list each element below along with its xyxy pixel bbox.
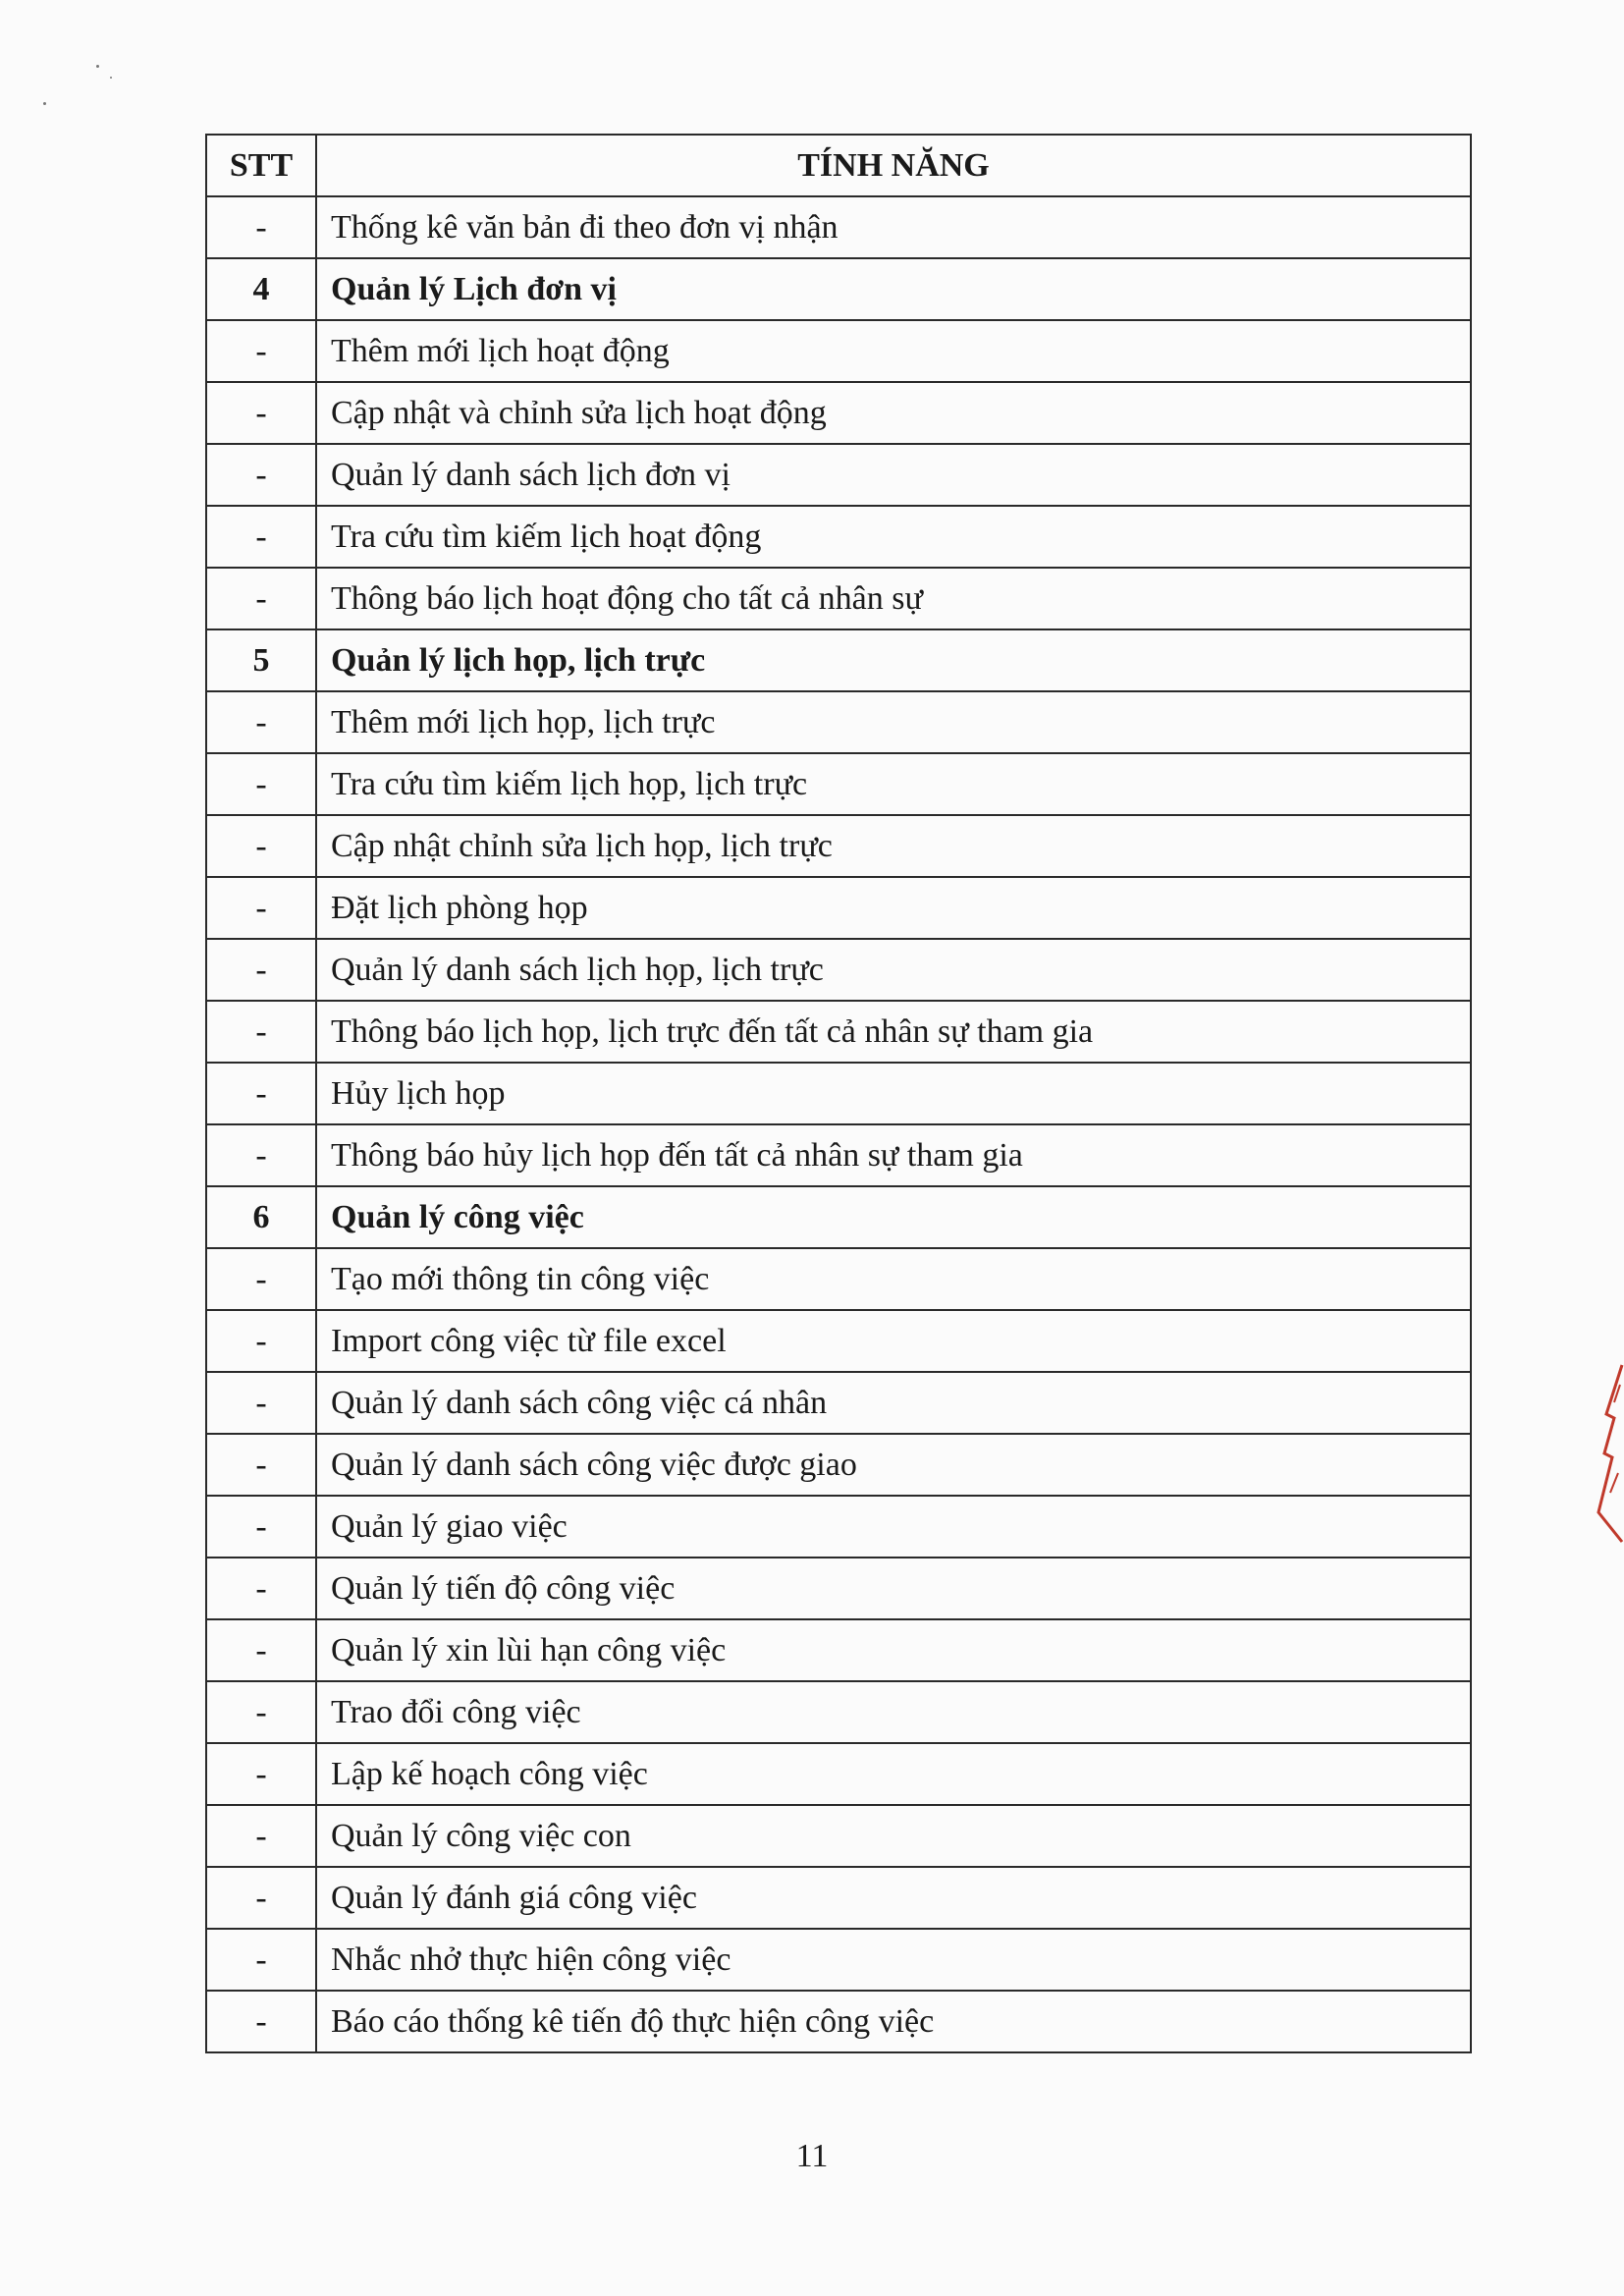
row-feature: Quản lý danh sách lịch đơn vị: [316, 444, 1471, 506]
row-stt: 4: [206, 258, 316, 320]
row-stt: -: [206, 1434, 316, 1496]
scan-speck: [43, 102, 46, 105]
row-stt: -: [206, 320, 316, 382]
row-stt: -: [206, 1805, 316, 1867]
table-section-row: [206, 258, 1471, 320]
row-feature: Cập nhật chỉnh sửa lịch họp, lịch trực: [316, 815, 1471, 877]
table-row: [206, 1124, 1471, 1186]
table-row: [206, 1001, 1471, 1063]
scan-speck: [96, 65, 99, 68]
row-feature: Quản lý danh sách lịch họp, lịch trực: [316, 939, 1471, 1001]
row-stt: -: [206, 1867, 316, 1929]
row-stt: -: [206, 1929, 316, 1991]
red-stamp-fragment: [1585, 1355, 1624, 1552]
row-feature: Nhắc nhở thực hiện công việc: [316, 1929, 1471, 1991]
table-row: [206, 691, 1471, 753]
row-stt: -: [206, 1681, 316, 1743]
row-feature: Thông báo lịch hoạt động cho tất cả nhân sự: [316, 568, 1471, 629]
row-stt: -: [206, 196, 316, 258]
row-stt: -: [206, 1001, 316, 1063]
table-row: [206, 444, 1471, 506]
row-feature: Báo cáo thống kê tiến độ thực hiện công việc: [316, 1991, 1471, 2052]
table-row: [206, 1805, 1471, 1867]
row-feature: Thông báo lịch họp, lịch trực đến tất cả nhân sự tham gia: [316, 1001, 1471, 1063]
scan-speck: [110, 77, 112, 79]
table-section-row: [206, 629, 1471, 691]
row-stt: -: [206, 877, 316, 939]
row-stt: -: [206, 506, 316, 568]
row-stt: -: [206, 815, 316, 877]
row-feature: Quản lý công việc con: [316, 1805, 1471, 1867]
page-number: 11: [795, 2138, 829, 2174]
table-row: [206, 568, 1471, 629]
table-row: [206, 1496, 1471, 1558]
row-feature: Thêm mới lịch hoạt động: [316, 320, 1471, 382]
table-row: [206, 1310, 1471, 1372]
table-row: [206, 1867, 1471, 1929]
table-row: [206, 196, 1471, 258]
row-stt: 6: [206, 1186, 316, 1248]
row-stt: -: [206, 1743, 316, 1805]
row-feature: Quản lý công việc: [316, 1186, 1471, 1248]
row-feature: Tra cứu tìm kiếm lịch họp, lịch trực: [316, 753, 1471, 815]
table-row: [206, 1681, 1471, 1743]
row-feature: Hủy lịch họp: [316, 1063, 1471, 1124]
row-stt: -: [206, 1991, 316, 2052]
row-stt: -: [206, 444, 316, 506]
table-row: [206, 939, 1471, 1001]
row-feature: Quản lý Lịch đơn vị: [316, 258, 1471, 320]
header-feature: TÍNH NĂNG: [316, 135, 1471, 196]
row-stt: -: [206, 691, 316, 753]
table-row: [206, 1558, 1471, 1619]
row-feature: Quản lý giao việc: [316, 1496, 1471, 1558]
table-row: [206, 320, 1471, 382]
row-feature: Quản lý tiến độ công việc: [316, 1558, 1471, 1619]
row-stt: -: [206, 939, 316, 1001]
row-feature: Tra cứu tìm kiếm lịch hoạt động: [316, 506, 1471, 568]
row-stt: -: [206, 1063, 316, 1124]
row-feature: Trao đổi công việc: [316, 1681, 1471, 1743]
row-feature: Quản lý đánh giá công việc: [316, 1867, 1471, 1929]
row-feature: Đặt lịch phòng họp: [316, 877, 1471, 939]
row-feature: Quản lý danh sách công việc cá nhân: [316, 1372, 1471, 1434]
table-row: [206, 1991, 1471, 2052]
row-stt: -: [206, 568, 316, 629]
row-feature: Import công việc từ file excel: [316, 1310, 1471, 1372]
table-row: [206, 506, 1471, 568]
row-stt: 5: [206, 629, 316, 691]
table-section-row: [206, 1186, 1471, 1248]
row-feature: Quản lý xin lùi hạn công việc: [316, 1619, 1471, 1681]
row-stt: -: [206, 753, 316, 815]
row-stt: -: [206, 382, 316, 444]
table-row: [206, 753, 1471, 815]
table-row: [206, 1743, 1471, 1805]
row-feature: Tạo mới thông tin công việc: [316, 1248, 1471, 1310]
header-stt: STT: [206, 135, 316, 196]
row-feature: Quản lý lịch họp, lịch trực: [316, 629, 1471, 691]
table-row: [206, 877, 1471, 939]
row-feature: Lập kế hoạch công việc: [316, 1743, 1471, 1805]
table-row: [206, 1063, 1471, 1124]
features-table: [205, 134, 1472, 2053]
row-stt: -: [206, 1248, 316, 1310]
row-feature: Quản lý danh sách công việc được giao: [316, 1434, 1471, 1496]
table-header-row: [206, 135, 1471, 196]
table-body: [206, 196, 1471, 2052]
row-stt: -: [206, 1496, 316, 1558]
table-row: [206, 1929, 1471, 1991]
row-stt: -: [206, 1372, 316, 1434]
row-feature: Thông báo hủy lịch họp đến tất cả nhân sự tham gia: [316, 1124, 1471, 1186]
table-row: [206, 1619, 1471, 1681]
table-row: [206, 1248, 1471, 1310]
row-feature: Thêm mới lịch họp, lịch trực: [316, 691, 1471, 753]
row-feature: Cập nhật và chỉnh sửa lịch hoạt động: [316, 382, 1471, 444]
table-row: [206, 1434, 1471, 1496]
table-row: [206, 382, 1471, 444]
table-row: [206, 815, 1471, 877]
row-stt: -: [206, 1619, 316, 1681]
row-stt: -: [206, 1310, 316, 1372]
table-row: [206, 1372, 1471, 1434]
row-stt: -: [206, 1558, 316, 1619]
row-stt: -: [206, 1124, 316, 1186]
row-feature: Thống kê văn bản đi theo đơn vị nhận: [316, 196, 1471, 258]
